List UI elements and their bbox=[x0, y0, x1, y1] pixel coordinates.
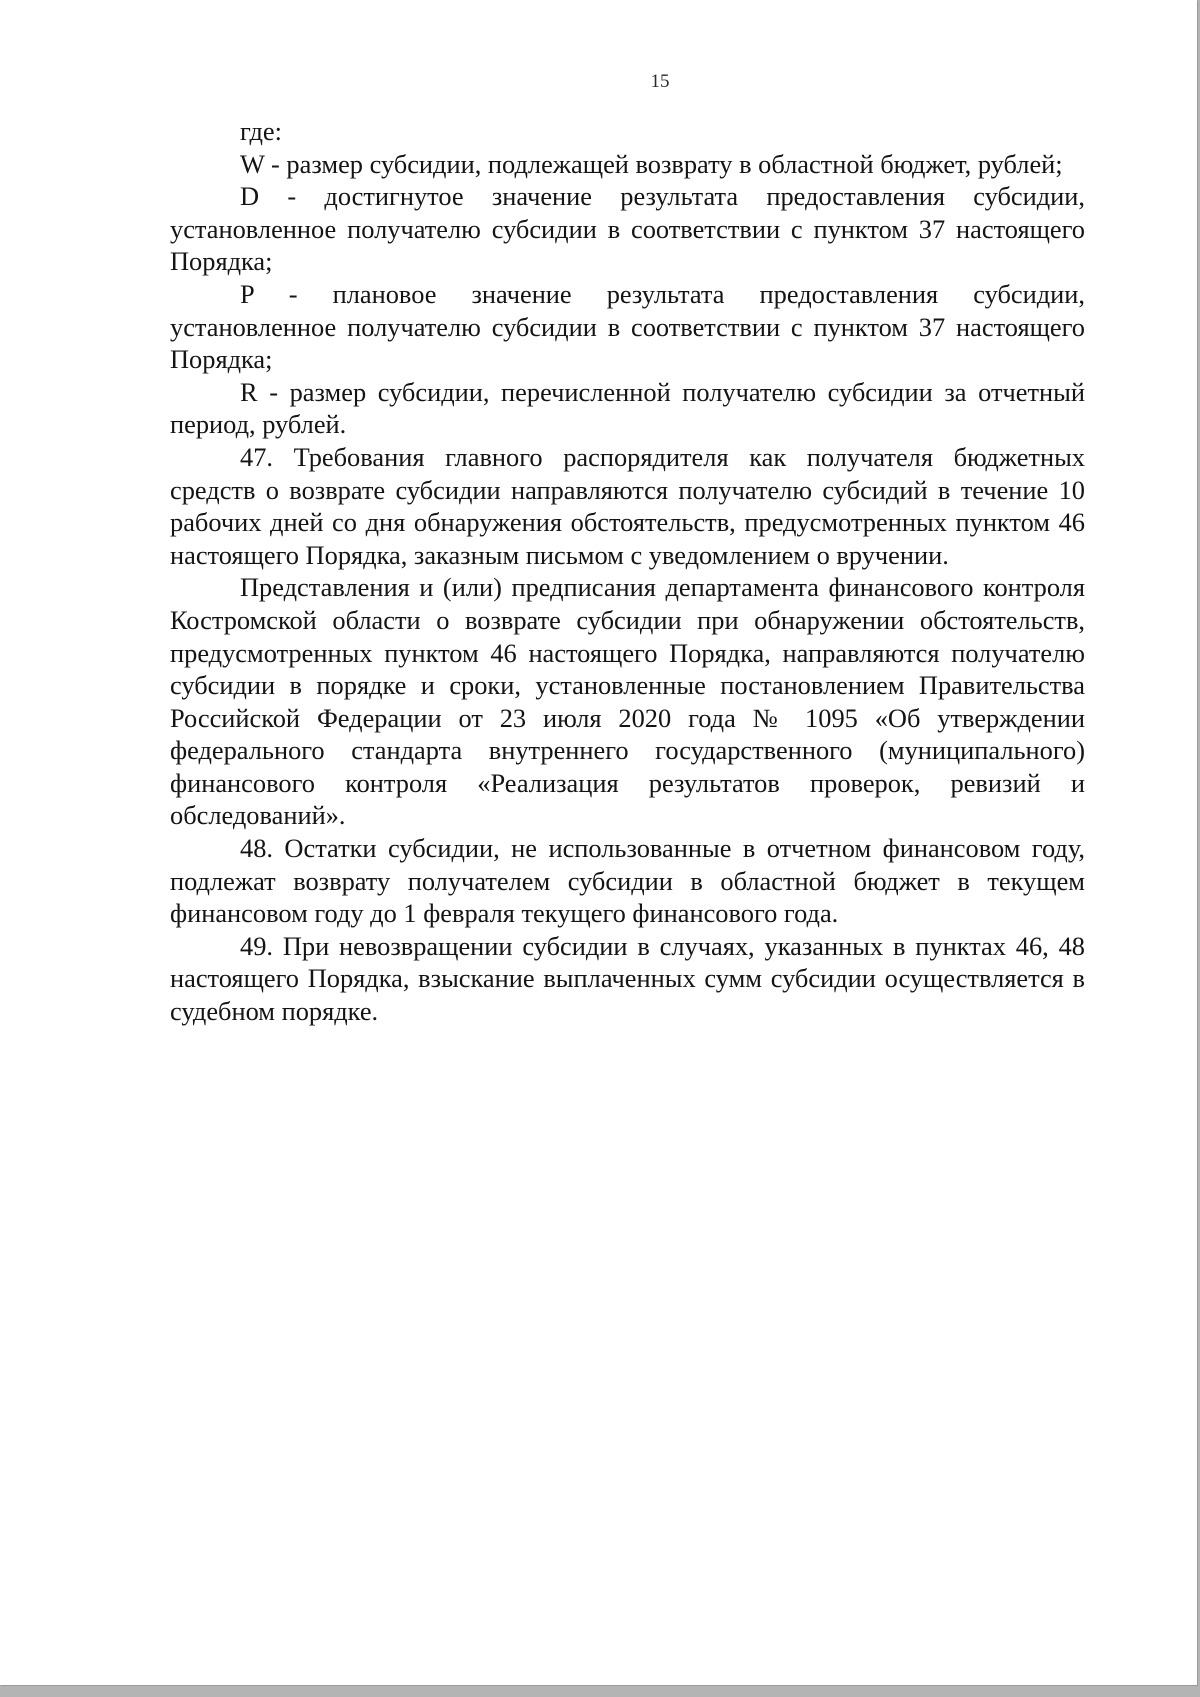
paragraph-d-definition: D - достигнутое значение результата предоставления субсидии, установленное получателю субсидии в соответствии с пунктом 37 настоящего Порядка; bbox=[170, 181, 1085, 277]
paragraph-47: 47. Требования главного распорядителя как получателя бюджетных средств о возврате субсидии направляются получателю субсидий в течение 10 рабочих дней со дня обнаружения обстоятельств, предусмотренных пунктом 46 настоящего Порядка, заказным письмом с уведомлением о вручении. bbox=[170, 441, 1085, 570]
paragraph-49: 49. При невозвращении субсидии в случаях, указанных в пунктах 46, 48 настоящего Порядка, взыскание выплаченных сумм субсидии осуществляется в судебном порядке. bbox=[170, 930, 1085, 1027]
document-body bbox=[170, 115, 1085, 1028]
paragraph-r-definition: R - размер субсидии, перечисленной получателю субсидии за отчетный период, рублей. bbox=[170, 376, 1085, 440]
paragraph-where: где: bbox=[240, 116, 282, 146]
paragraph-47-representations: Представления и (или) предписания департамента финансового контроля Костромской области о возврате субсидии при обнаружении обстоятельств, предусмотренных пунктом 46 настоящего Порядка, направляются получателю субсидии в порядке и сроки, установленные постановлением Правительства Российской Федерации от 23 июля 2020 года № 1095 «Об утверждении федерального стандарта внутреннего государственного (муниципального) финансового контроля «Реализация результатов проверок, ревизий и обследований». bbox=[170, 572, 1085, 831]
page-number: 15 bbox=[650, 71, 670, 92]
paragraph-w-definition: W - размер субсидии, подлежащей возврату в областной бюджет, рублей; bbox=[240, 148, 1063, 179]
paragraph-48: 48. Остатки субсидии, не использованные в отчетном финансовом году, подлежат возврату получателем субсидии в областной бюджет в текущем финансовом году до 1 февраля текущего финансового года. bbox=[170, 833, 1085, 929]
paragraph-p-definition: P - плановое значение результата предоставления субсидии, установленное получателю субсидии в соответствии с пунктом 37 настоящего Порядка; bbox=[170, 278, 1085, 375]
